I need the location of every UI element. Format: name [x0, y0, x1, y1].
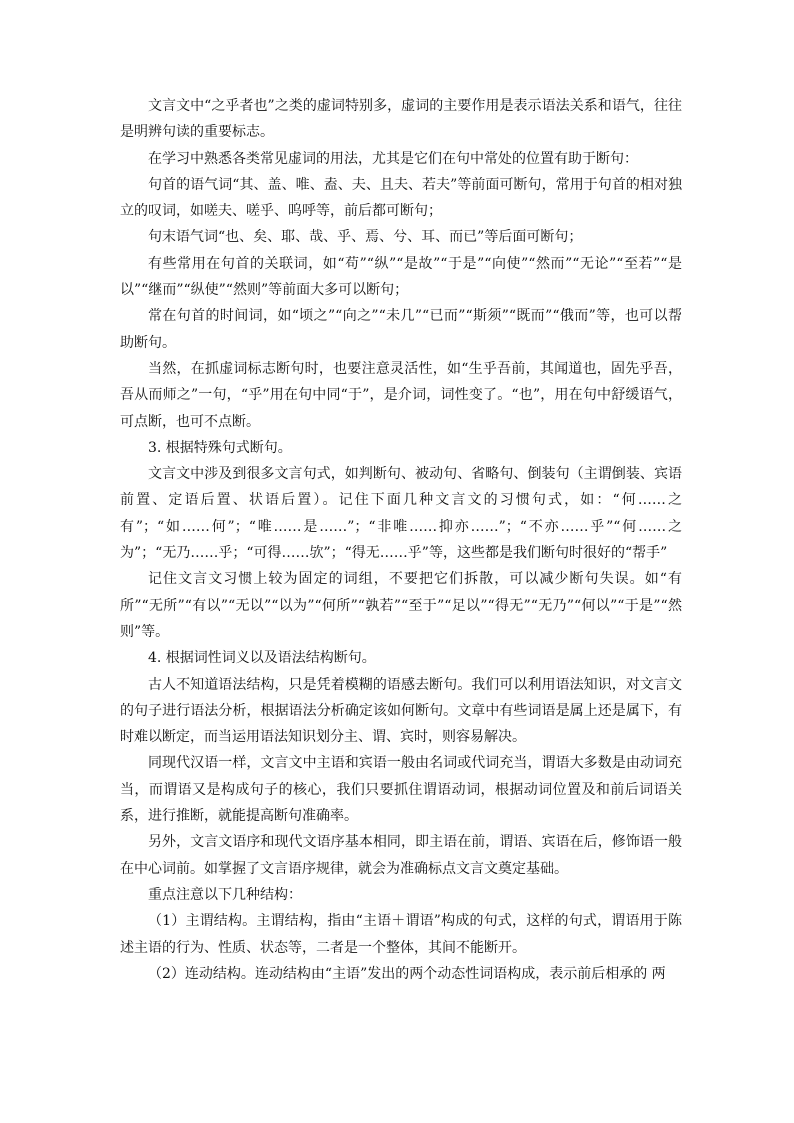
paragraph-conjunctions: 有些常用在句首的关联词，如“苟”“纵”“是故”“于是”“向使”“然而”“无论”“至若”“是以”“继而”“纵使”“然则”等前面大多可以断句；: [120, 255, 682, 299]
paragraph-special-sentence-patterns: 文言文中涉及到很多文言句式，如判断句、被动句、省略句、倒装句（主谓倒装、宾语前置、定语后置、状语后置）。记住下面几种文言文的习惯句式，如：“何……之有”；“如……何”；“唯……是……”；“非唯……抑亦……”；“不亦……乎”“何……之为”；“无乃……乎；“可得……欤”；“得无……乎”等，这些都是我们断句时很好的“帮手”: [120, 466, 682, 562]
paragraph-serial-verb: （2）连动结构。连动结构由“主语”发出的两个动态性词语构成，表示前后相承的 两: [148, 965, 666, 982]
document-body: [120, 93, 682, 987]
paragraph-grammar-analysis: 古人不知道语法结构，只是凭着模糊的语感去断句。我们可以利用语法知识，对文言文的句子进行语法分析，根据语法分析确定该如何断句。文章中有些词语是属上还是属下，有时难以断定，而当运用语法知识划分主、谓、宾时，则容易解决。: [120, 676, 682, 746]
paragraph-common-function-words: 在学习中熟悉各类常见虚词的用法，尤其是它们在句中常处的位置有助于断句：: [148, 150, 638, 167]
paragraph-fixed-phrases: 记住文言文习惯上较为固定的词组，不要把它们拆散，可以减少断句失误。如“有所”“无所”“有以”“无以”“以为”“何所”“孰若”“至于”“足以”“得无”“无乃”“何以”“于是”“然则”等。: [120, 571, 682, 640]
section-heading-4: 4. 根据词性词义以及语法结构断句。: [148, 650, 376, 667]
paragraph-subject-predicate: （1）主谓结构。主谓结构，指由“主语＋谓语”构成的句式，这样的句式，谓语用于陈述主语的行为、性质、状态等，二者是一个整体，其间不能断开。: [120, 913, 682, 956]
paragraph-time-words: 常在句首的时间词，如“顷之”“向之”“未几”“已而”“斯须”“既而”“俄而”等，也可以帮助断句。: [120, 308, 682, 351]
paragraph-initial-particles: 句首的语气词“其、盖、唯、盍、夫、且夫、若夫”等前面可断句，常用于句首的相对独立的叹词，如嗟夫、嗟乎、呜呼等，前后都可断句；: [120, 176, 682, 220]
paragraph-subject-object: 同现代汉语一样，文言文中主语和宾语一般由名词或代词充当，谓语大多数是由动词充当，而谓语又是构成句子的核心，我们只要抓住谓语动词，根据动词位置及和前后词语关系，进行推断，就能提高断句准确率。: [120, 755, 682, 825]
paragraph-word-order: 另外，文言文语序和现代文语序基本相同，即主语在前，谓语、宾语在后，修饰语一般在中心词前。如掌握了文言语序规律，就会为准确标点文言文奠定基础。: [120, 834, 682, 877]
paragraph-flexibility: 当然，在抓虚词标志断句时，也要注意灵活性，如“生乎吾前，其闻道也，固先乎吾，吾从而师之”一句，“乎”用在句中同“于”，是介词，词性变了。“也”，用在句中舒缓语气，可点断，也可不点断。: [120, 360, 682, 430]
paragraph-final-particles: 句末语气词“也、矣、耶、哉、乎、焉、兮、耳、而已”等后面可断句；: [148, 229, 583, 246]
paragraph-function-words-intro: 文言文中“之乎者也”之类的虚词特别多，虚词的主要作用是表示语法关系和语气，往往是明辨句读的重要标志。: [120, 98, 682, 141]
paragraph-key-structures: 重点注意以下几种结构：: [148, 886, 302, 903]
section-heading-3: 3. 根据特殊句式断句。: [148, 439, 292, 456]
